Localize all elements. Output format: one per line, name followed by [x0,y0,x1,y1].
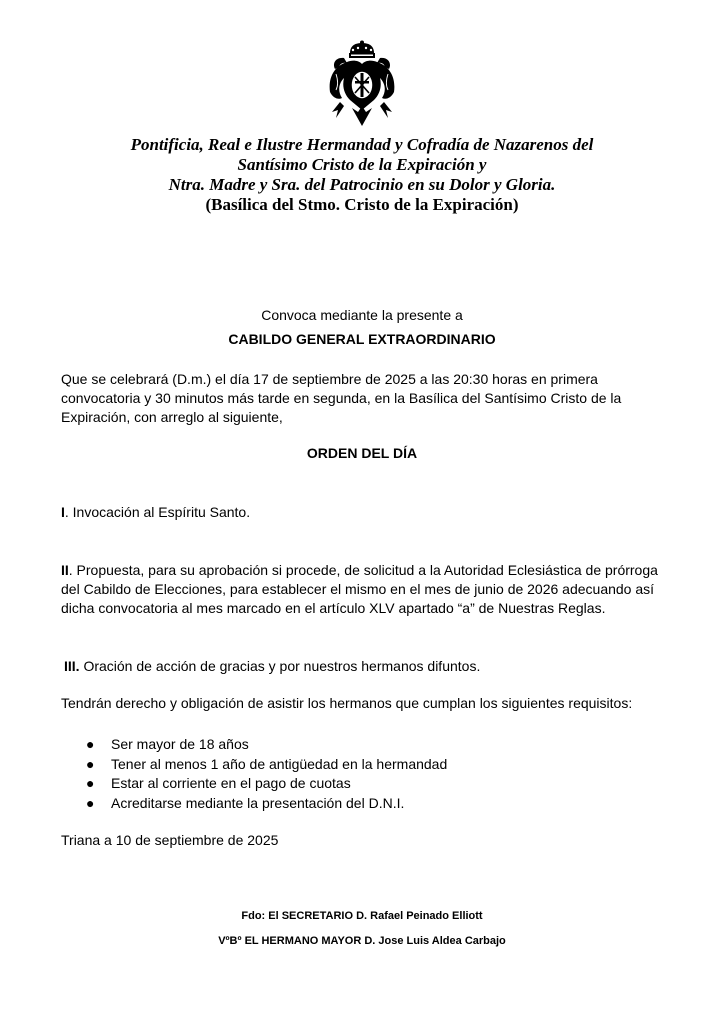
agenda-item-3 [64,657,674,676]
agenda-item-text: . Invocación al Espíritu Santo. [64,504,251,520]
agenda-item-text: Oración de acción de gracias y por nuestros hermanos difuntos. [79,658,481,674]
requirement-text: Tener al menos 1 año de antigüedad en la hermandad [111,755,448,772]
bullet-icon: ● [86,736,95,752]
requirement-text: Acreditarse mediante la presentación del D.N.I. [111,794,405,811]
date-line: Triana a 10 de septiembre de 2025 [61,832,279,848]
secretary-signature: Fdo: El SECRETARIO D. Rafael Peinado Elliott [241,910,483,922]
agenda-item-number: II [61,562,69,578]
header-line-4: (Basílica del Stmo. Cristo de la Expiración) [205,195,519,214]
requirements-list [86,735,447,813]
agenda-item-number: III. [64,658,80,674]
header-line-3: Ntra. Madre y Sra. del Patrocinio en su Dolor y Gloria. [168,175,556,194]
list-item [86,735,447,755]
agenda-item-2 [61,561,671,618]
agenda-item-number: I [61,504,65,520]
agenda-item-1 [61,503,671,522]
header-line-1: Pontificia, Real e Ilustre Hermandad y Cofradía de Nazarenos del [130,135,594,154]
list-item [86,774,447,794]
brother-major-signature: VºBº EL HERMANO MAYOR D. Jose Luis Aldea Carbajo [218,935,506,947]
intro-text: Convoca mediante la presente a [261,307,463,323]
requirement-text: Ser mayor de 18 años [111,736,249,752]
requirement-text: Estar al corriente en el pago de cuotas [111,775,351,791]
document-title: CABILDO GENERAL EXTRAORDINARIO [228,331,496,347]
list-item [86,794,447,814]
agenda-item-text: . Propuesta, para su aprobación si procede, de solicitud a la Autoridad Eclesiástica de prórroga del Cabildo de Elecciones, para establecer el mismo en el mes de junio de 2026 adecuando así dicha convocatoria al mes marcado en el artículo XLV apartado “a” de Nuestras Reglas. [61,562,658,616]
agenda-title: ORDEN DEL DÍA [306,445,418,461]
bullet-icon: ● [86,794,95,811]
bullet-icon: ● [86,755,95,772]
convocation-paragraph: Que se celebrará (D.m.) el día 17 de septiembre de 2025 a las 20:30 horas en primera convocatoria y 30 minutos más tarde en segunda, en la Basílica del Santísimo Cristo de la Expiración, con arreglo al siguiente, [61,371,622,425]
bullet-icon: ● [86,775,95,791]
list-item [86,755,447,775]
header-line-2: Santísimo Cristo de la Expiración y [237,155,487,174]
requirements-intro: Tendrán derecho y obligación de asistir los hermanos que cumplan los siguientes requisitos: [61,695,633,711]
double-headed-eagle-crest-icon [322,40,402,128]
